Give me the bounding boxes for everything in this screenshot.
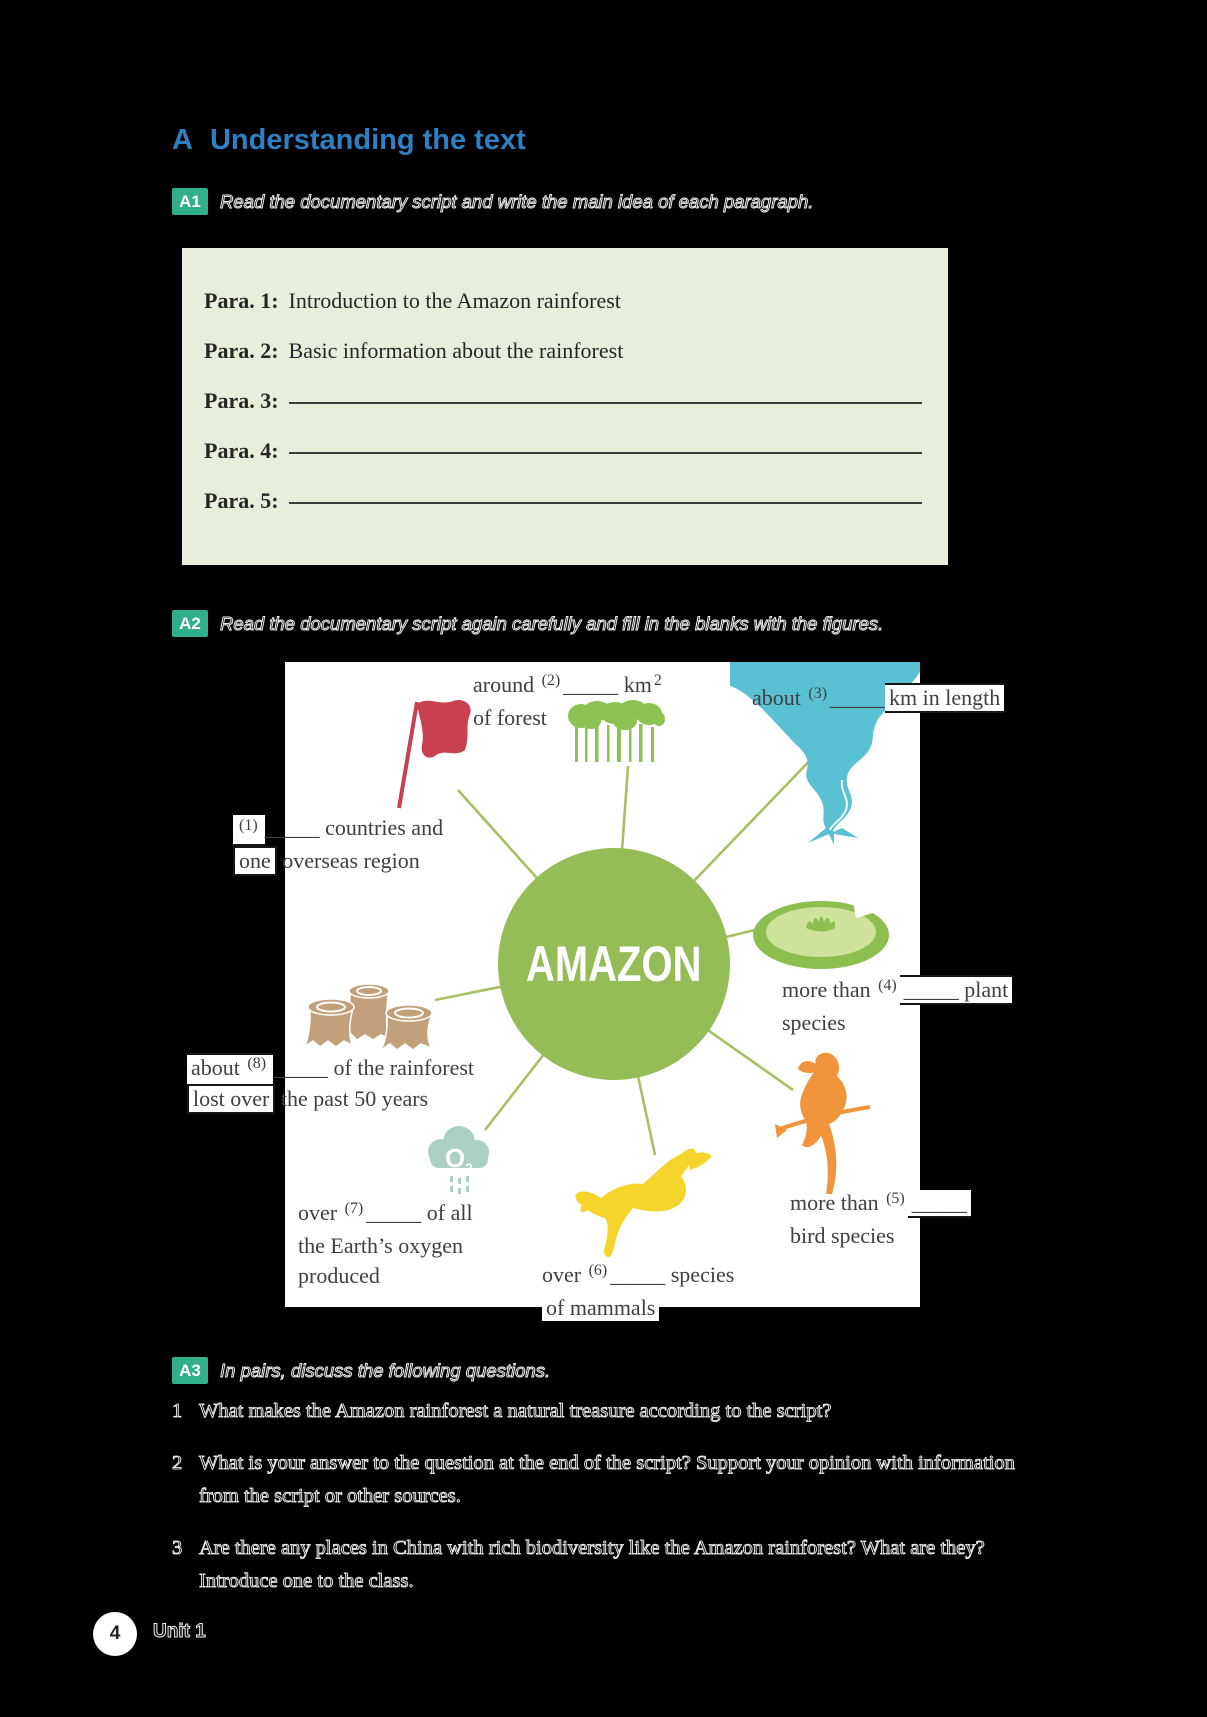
page-number-badge: [93, 1612, 137, 1656]
badge-a2: [172, 610, 208, 637]
badge-a3: [172, 1357, 208, 1384]
lilypad-icon: [752, 895, 890, 971]
fill-blank: _____: [903, 977, 959, 1002]
para-label: Para. 4:: [204, 438, 279, 463]
node-text: km: [618, 672, 652, 697]
fill-blank: _____: [366, 1200, 422, 1225]
node-text: more than: [782, 977, 877, 1002]
parrot-icon: [775, 1050, 871, 1196]
node-text: the Earth’s oxygen: [298, 1233, 463, 1258]
question-number: 1: [172, 1400, 183, 1422]
section-title: Understanding the text: [209, 124, 526, 156]
blank-number: (6): [588, 1262, 608, 1279]
a3-instruction: In pairs, discuss the following questions.: [220, 1360, 551, 1381]
node-text: over: [542, 1262, 587, 1287]
discussion-question-3: [172, 1532, 1044, 1598]
node-oxygen: [298, 1198, 473, 1291]
o2-sub-text: 2: [465, 1160, 473, 1176]
flag-icon: [393, 698, 479, 810]
node-plant-species: [782, 975, 1012, 1038]
answer-blank-line: [289, 502, 922, 504]
blank-number: (1): [239, 817, 258, 834]
blank-number: (2): [541, 672, 561, 689]
a2-instruction: Read the documentary script again carefully and fill in the blanks with the figures.: [220, 613, 884, 634]
para-label: Para. 3:: [204, 388, 279, 413]
question-text: What makes the Amazon rainforest a natural treasure according to the script?: [199, 1400, 832, 1422]
answer-blank-line: [289, 452, 922, 454]
node-bird-species: [790, 1188, 971, 1251]
node-text-highlight: one: [233, 846, 277, 876]
para-value: Basic information about the rainforest: [288, 338, 624, 363]
section-letter: A: [172, 124, 193, 156]
node-text: more than: [790, 1190, 885, 1215]
node-text: plant: [958, 977, 1009, 1002]
para-label: Para. 1:: [204, 288, 279, 313]
fill-blank: _____: [273, 1055, 329, 1080]
fill-blank: _____: [610, 1262, 666, 1287]
amazon-label: AMAZON: [526, 936, 702, 992]
badge-a3-label: A3: [179, 1360, 201, 1380]
para-row-4: [204, 438, 922, 488]
question-text: What is your answer to the question at the end of the script? Support your opinion with information from the script or other sources.: [199, 1452, 1015, 1507]
fill-blank: _____: [908, 1190, 971, 1218]
para-value: Introduction to the Amazon rainforest: [288, 288, 621, 313]
node-text: of the rainforest: [328, 1055, 475, 1080]
fill-blank: _____: [264, 815, 320, 840]
fill-blank: _____: [563, 672, 619, 697]
node-river-length: [752, 683, 1004, 716]
para-label: Para. 5:: [204, 488, 279, 513]
node-text: about: [191, 1055, 246, 1080]
discussion-question-2: [172, 1447, 1044, 1513]
para-row-1: [204, 288, 922, 338]
para-row-3: [204, 388, 922, 438]
node-text: of all: [421, 1200, 473, 1225]
node-text: about: [752, 685, 807, 710]
amazon-mindmap: [191, 662, 1009, 1320]
page-number: 4: [109, 1623, 121, 1644]
blank-number: (7): [344, 1200, 364, 1217]
discussion-question-1: [172, 1395, 1044, 1428]
jaguar-icon: [573, 1148, 713, 1262]
node-text: species: [782, 1010, 846, 1035]
node-text: overseas region: [276, 848, 420, 873]
tree-stumps-icon: [305, 980, 437, 1052]
node-text: around: [473, 672, 540, 697]
para-row-2: [204, 338, 922, 388]
node-rainforest-lost: [187, 1053, 474, 1114]
node-text-highlight: [900, 975, 1013, 1005]
blank-number: (3): [808, 685, 828, 702]
node-mammal-species: [542, 1260, 734, 1323]
node-text: of forest: [473, 705, 547, 730]
question-number: 2: [172, 1452, 183, 1474]
node-text-highlight: [233, 815, 265, 846]
badge-a1: [172, 188, 208, 215]
blank-number: (4): [878, 977, 897, 994]
node-text-highlight: km in length: [885, 683, 1004, 713]
paragraph-ideas-box: [182, 248, 948, 565]
node-text: countries and: [319, 815, 444, 840]
node-text: species: [665, 1262, 735, 1287]
a1-instruction: Read the documentary script and write the main idea of each paragraph.: [220, 191, 814, 212]
blank-number: (5): [886, 1190, 905, 1207]
node-forest-area: [473, 670, 665, 733]
para-label: Para. 2:: [204, 338, 279, 363]
answer-blank-line: [289, 402, 922, 404]
o2-cloud-icon: [423, 1120, 495, 1196]
question-number: 3: [172, 1537, 183, 1559]
section-header: [172, 124, 526, 157]
node-text-highlight: lost over: [187, 1084, 275, 1114]
o2-text: O: [445, 1143, 466, 1173]
node-text-highlight: [187, 1053, 273, 1084]
blank-number: (8): [247, 1055, 267, 1072]
superscript: 2: [653, 672, 662, 689]
node-text: produced: [298, 1263, 380, 1288]
question-text: Are there any places in China with rich biodiversity like the Amazon rainforest? What are they? Introduce one to the class.: [199, 1537, 985, 1592]
para-row-5: [204, 488, 922, 538]
node-text: of mammals: [542, 1295, 659, 1321]
fill-blank: _____: [830, 685, 886, 710]
node-text: the past 50 years: [275, 1086, 429, 1111]
badge-a1-label: A1: [179, 191, 201, 211]
node-text: bird species: [790, 1223, 895, 1248]
node-countries: [233, 813, 443, 876]
amazon-center-node: [498, 848, 730, 1080]
node-text: over: [298, 1200, 343, 1225]
unit-label: Unit 1: [153, 1621, 206, 1642]
badge-a2-label: A2: [179, 613, 201, 633]
